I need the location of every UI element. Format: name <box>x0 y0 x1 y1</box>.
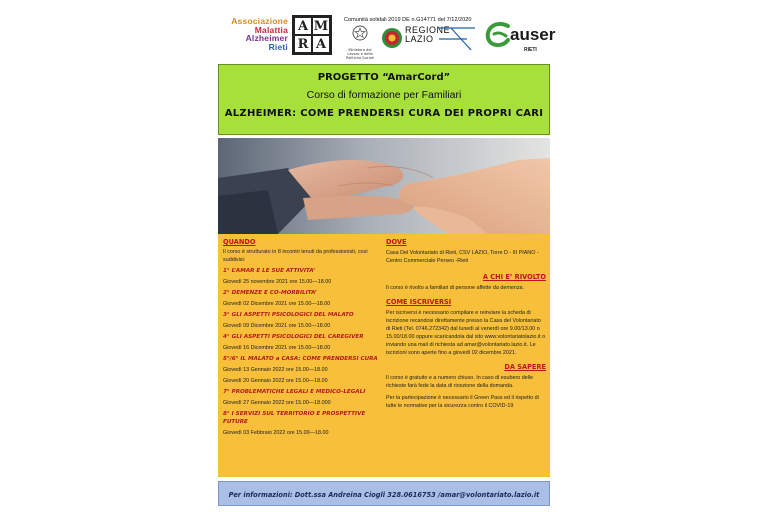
regione-swoosh-icon <box>437 24 477 54</box>
contact-text: Per informazioni: Dott.ssa Andreina Ciogli 328.0616753 /amar@volontariato.lazio.it <box>228 491 540 499</box>
amra-letter: A <box>312 35 330 53</box>
location-text: Casa Del Volontariato di Rieti, CSV LAZIO, Torre D - III PIANO - Centro Commerciale Perseo -Rieti <box>386 250 539 264</box>
poster <box>218 64 550 506</box>
module-title: 5°/6° IL MALATO a CASA: COME PRENDERSI CURA <box>223 356 378 362</box>
contact-footer <box>218 481 550 506</box>
amra-logo <box>292 15 332 55</box>
module-date: Giovedì 09 Dicembre 2021 ore 15.00—18.00 <box>223 323 331 329</box>
hands-photo <box>218 138 550 234</box>
details-column <box>386 238 546 410</box>
amra-letter: M <box>313 18 329 34</box>
lazio-word: LAZIO <box>405 34 434 44</box>
section-heading-chi: A CHI E’ RIVOLTO <box>482 273 546 281</box>
regione-lazio-logo <box>381 24 477 54</box>
auser-wordmark: auser <box>510 25 556 44</box>
module-title: 4° GLI ASPETTI PSICOLOGICI DEL CAREGIVER <box>223 334 364 340</box>
schedule-column <box>223 238 381 437</box>
module-title: 7° PROBLEMATICHE LEGALI E MEDICO-LEGALI <box>223 389 366 395</box>
title-box <box>218 64 550 135</box>
module-date: Giovedì 25 novembre 2021 ore 15.00—18.00 <box>223 279 332 285</box>
module-date: Giovedì 03 Febbraio 2022 ore 15.00—18.00 <box>223 430 329 436</box>
covid-notes-text: Per la partecipazione è necessario il Green Pass ed il rispetto di tutte le normative per la sicurezza contro il COVID-19 <box>386 395 539 409</box>
ministero-caption: Ministero del Lavoro e delle Politiche Sociali <box>346 48 374 60</box>
registration-text: Per iscriversi è necessario compilare e reinviare la scheda di iscrizione recandosi direttamente presso la Casa del Volontariato di Rieti (Tel. 0746.272342) dal lunedì al venerdì ore 9.00/13.00 o 15.00/18.00 oppure scaricandola dal sito www.volontariatolazio.it o inviando una mail di richiesta ad amar@volontariato.lazio.it. Le iscrizioni sono aperte fino a giovedì 02 dicembre 2021. <box>386 310 546 356</box>
section-heading-quando: QUANDO <box>223 238 256 246</box>
regione-emblem-icon <box>381 24 403 52</box>
info-panel <box>218 234 550 477</box>
association-line: Rieti <box>268 41 288 52</box>
association-line: Alzheimer <box>245 33 288 44</box>
course-title: Corso di formazione per Familiari <box>306 89 462 101</box>
module-date: Giovedì 16 Dicembre 2021 ore 15.00—18.00 <box>223 345 331 351</box>
project-title: PROGETTO “AmarCord” <box>317 72 451 83</box>
association-line: Associazione <box>231 16 288 26</box>
module-title: 8° I SERVIZI SUL TERRITORIO E PROSPETTIVE FUTURE <box>223 411 366 425</box>
ministero-logo <box>345 24 375 60</box>
auser-swirl-icon <box>484 20 512 50</box>
association-line: Malattia <box>254 24 288 35</box>
course-subtitle: ALZHEIMER: COME PRENDERSI CURA DEI PROPRI CARI <box>224 108 544 119</box>
notes-text: Il corso è gratuito e a numero chiuso. In caso di esubero delle richieste farà fede la data di ricezione della domanda. <box>386 375 534 389</box>
funding-reference: Comunità solidali 2019 DE n.G14771 del 7/12/2020 <box>344 17 472 23</box>
regione-word: REGIONE <box>405 25 451 35</box>
section-heading-sapere: DA SAPERE <box>504 363 546 371</box>
amra-letter: R <box>294 35 312 53</box>
audience-text: Il corso è rivolto a familiari di persone affette da demenza. <box>386 285 525 291</box>
amra-letter: A <box>294 17 312 35</box>
module-date: Giovedì 27 Gennaio 2022 ore 15.00—18.000 <box>223 400 331 406</box>
module-date: Giovedì 02 Dicembre 2021 ore 15.00—18.00 <box>223 301 331 307</box>
association-logo-text <box>206 17 288 51</box>
section-heading-iscriversi: COME ISCRIVERSI <box>386 298 452 306</box>
section-heading-dove: DOVE <box>386 238 407 246</box>
schedule-intro: Il corso è strutturato in 8 incontri tenuti da professionisti, così suddivisi: <box>223 249 368 263</box>
module-date: Giovedì 20 Gennaio 2022 ore 15.00—18.00 <box>223 378 328 384</box>
auser-city: RIETI <box>524 47 537 53</box>
module-title: 2° DEMENZE E CO-MORBILITA’ <box>223 290 317 296</box>
auser-logo <box>484 17 560 59</box>
module-date: Giovedì 13 Gennaio 2022 ore 15.00—18.00 <box>223 367 328 373</box>
module-title: 3° GLI ASPETTI PSICOLOGICI DEL MALATO <box>223 312 354 318</box>
module-title: 1° L’AMAR E LE SUE ATTIVITA’ <box>223 268 316 274</box>
italian-emblem-icon <box>345 24 375 42</box>
